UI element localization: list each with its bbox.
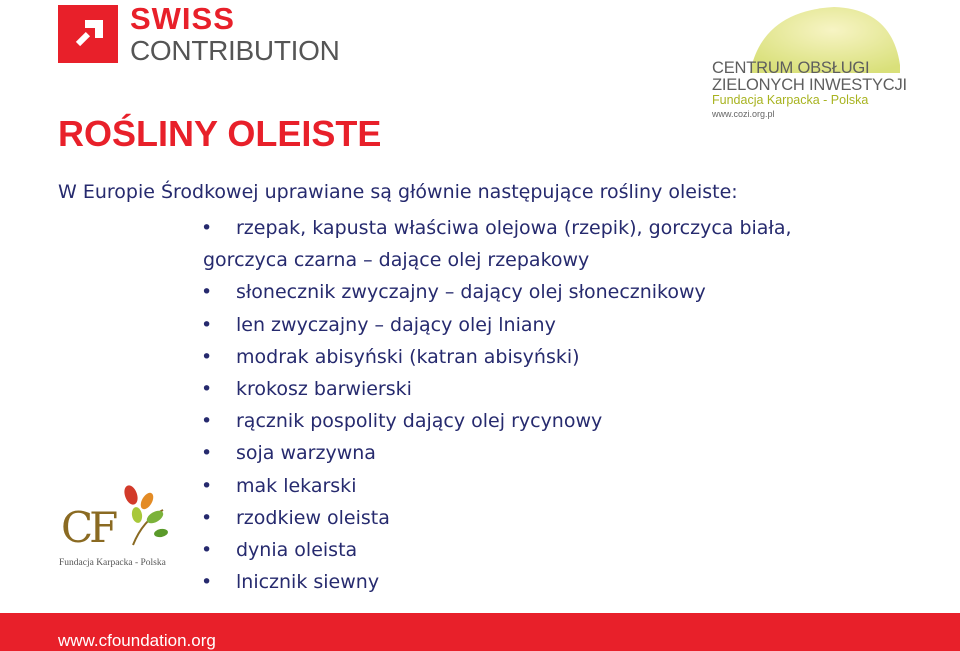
swiss-word: SWISS <box>130 1 235 36</box>
cozi-url: www.cozi.org.pl <box>712 109 775 119</box>
footer-bar <box>0 613 960 651</box>
list-item: • lnicznik siewny <box>200 566 920 598</box>
list-item: • rącznik pospolity dający olej rycynowy <box>200 405 920 437</box>
cozi-logo <box>712 5 907 123</box>
swiss-contribution-logo <box>58 1 358 66</box>
cf-caption: Fundacja Karpacka - Polska <box>59 558 166 568</box>
cozi-line1: CENTRUM OBSŁUGI <box>712 59 870 77</box>
swiss-arrow-icon <box>58 5 118 63</box>
cf-foundation-logo <box>55 485 173 575</box>
footer-url: www.cfoundation.org <box>58 631 216 650</box>
list-item: • len zwyczajny – dający olej lniany <box>200 309 920 341</box>
list-item-text-continued: gorczyca czarna – dające olej rzepakowy <box>203 249 590 272</box>
list-item <box>200 212 920 276</box>
list-item: • słonecznik zwyczajny – dający olej słonecznikowy <box>200 276 920 308</box>
list-item: • soja warzywna <box>200 437 920 469</box>
contribution-word: CONTRIBUTION <box>130 35 340 66</box>
cozi-line2: ZIELONYCH INWESTYCJI <box>712 76 907 94</box>
page-title: ROŚLINY OLEISTE <box>58 113 382 154</box>
list-item-text: rzepak, kapusta właściwa olejowa (rzepik), gorczyca biała, <box>236 217 792 239</box>
intro-text: W Europie Środkowej uprawiane są głównie następujące rośliny oleiste: <box>58 181 738 203</box>
list-item: • mak lekarski <box>200 470 920 502</box>
list-item: • modrak abisyński (katran abisyński) <box>200 341 920 373</box>
plant-list <box>200 212 920 598</box>
list-item: • dynia oleista <box>200 534 920 566</box>
cf-letters: CF <box>61 503 115 552</box>
list-item: • rzodkiew oleista <box>200 502 920 534</box>
list-item: • krokosz barwierski <box>200 373 920 405</box>
cozi-line3: Fundacja Karpacka - Polska <box>712 93 869 107</box>
